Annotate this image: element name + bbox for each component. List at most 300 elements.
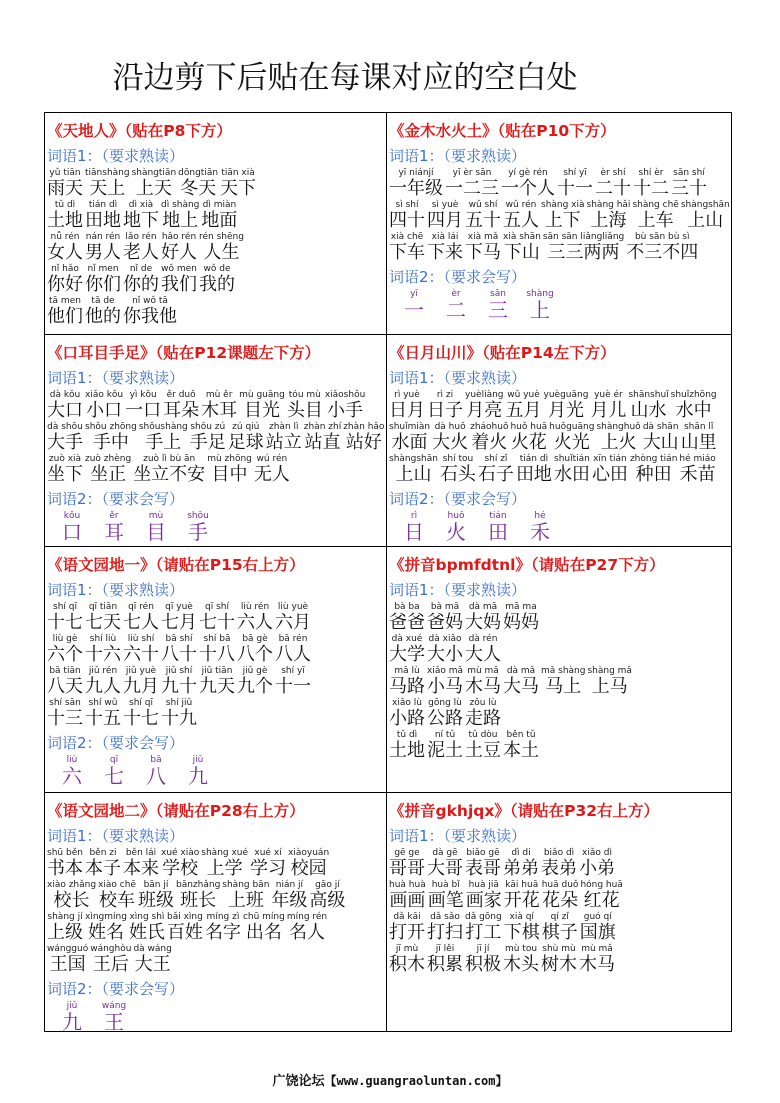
hanzi: 木马 — [465, 676, 501, 697]
word-row — [389, 232, 729, 264]
hanzi: 心田 — [591, 464, 628, 485]
hanzi: 弟弟 — [503, 858, 539, 879]
vocab-word — [541, 944, 577, 976]
vocab-word — [201, 390, 237, 422]
vocab-word — [504, 880, 540, 912]
pinyin: shí tou — [442, 454, 474, 464]
hanzi: 上海 — [590, 210, 627, 231]
hanzi: 木耳 — [201, 400, 238, 421]
hanzi: 十七 — [123, 708, 159, 729]
pinyin: běn tǔ — [506, 730, 536, 740]
word-row — [389, 454, 729, 486]
pinyin: shí yī — [563, 168, 587, 178]
hanzi: 积木 — [389, 954, 425, 975]
pinyin: shānshuǐ — [628, 390, 669, 400]
pinyin: qí zǐ — [550, 912, 569, 922]
hanzi: 站好 — [345, 432, 382, 453]
hanzi: 一二三 — [445, 178, 499, 199]
pinyin: shàngshān — [680, 200, 730, 210]
word-row — [389, 390, 729, 422]
hanzi: 六个 — [47, 644, 83, 665]
word-row — [47, 944, 384, 976]
pinyin: shí jiǔ — [165, 698, 193, 708]
vocab-word — [465, 848, 501, 880]
hanzi: 一口 — [125, 400, 162, 421]
pinyin: shàng hǎi — [586, 200, 631, 210]
vocab-word — [389, 698, 425, 730]
hanzi: 田地 — [85, 210, 121, 231]
write-char — [51, 1001, 93, 1031]
pinyin: èr shí — [600, 168, 626, 178]
lesson-title: 《拼音bpmfdtnl》（请贴在P27下方） — [389, 556, 665, 574]
section-read-label: 词语1：（要求熟读） — [389, 581, 527, 599]
hanzi: 七 — [104, 764, 124, 788]
hanzi: 上学 — [206, 858, 243, 879]
pinyin: wǔ shí — [468, 200, 498, 210]
pinyin: shǒu zú — [190, 422, 226, 432]
pinyin: bā rén — [278, 634, 308, 644]
write-char — [135, 755, 177, 793]
hanzi: 九 — [188, 764, 208, 788]
hanzi: 九天 — [199, 676, 235, 697]
lesson-title: 《日月山川》（贴在P14左下方） — [389, 344, 616, 362]
vocab-word — [389, 880, 426, 912]
hanzi: 禾苗 — [679, 464, 716, 485]
hanzi: 七十 — [199, 612, 235, 633]
pinyin: jiǔ yuè — [125, 666, 157, 676]
hanzi: 火 — [446, 520, 466, 544]
vocab-word — [123, 232, 159, 264]
vocab-word — [275, 634, 311, 666]
pinyin: tǔ dì — [54, 200, 76, 210]
write-char — [393, 289, 435, 329]
pinyin: xìngmíng — [85, 912, 127, 922]
hanzi: 雨天 — [47, 178, 83, 199]
write-row — [389, 511, 729, 547]
vocab-word — [85, 296, 121, 328]
pinyin: shàng mǎ — [587, 666, 632, 676]
word-row — [47, 422, 384, 454]
hanzi: 树木 — [541, 954, 577, 975]
hanzi: 我们 — [161, 274, 197, 295]
pinyin: kǒu — [63, 511, 81, 521]
hanzi: 他的 — [85, 306, 121, 327]
vocab-word — [427, 698, 463, 730]
pinyin: shàng bān — [222, 880, 270, 890]
hanzi: 耳 — [104, 520, 124, 544]
write-char — [135, 511, 177, 547]
pinyin: yuèguāng — [543, 390, 589, 400]
pinyin: mǎ lù — [394, 666, 420, 676]
vocab-word — [506, 390, 542, 422]
pinyin: dōngtiān — [178, 168, 219, 178]
hanzi: 土地 — [47, 210, 83, 231]
pinyin: guó qí — [583, 912, 612, 922]
pinyin: dà xué — [391, 634, 423, 644]
pinyin: dà shān — [642, 422, 679, 432]
hanzi: 八十 — [161, 644, 197, 665]
vocab-word — [587, 200, 631, 232]
hanzi: 七天 — [85, 612, 121, 633]
hanzi: 目光 — [243, 400, 280, 421]
vocab-word — [445, 168, 499, 200]
pinyin: dì di — [511, 848, 531, 858]
hanzi: 国旗 — [579, 922, 616, 943]
pinyin: zhàn hǎo — [343, 422, 385, 432]
hanzi: 种田 — [635, 464, 672, 485]
pinyin: zhòng tián — [629, 454, 678, 464]
pinyin: jiǔ tiān — [201, 666, 233, 676]
pinyin: zǒu lù — [469, 698, 497, 708]
vocab-word — [343, 422, 384, 454]
hanzi: 九月 — [123, 676, 159, 697]
word-row — [389, 634, 729, 666]
hanzi: 足球 — [227, 432, 264, 453]
pinyin: bà mā — [430, 602, 460, 612]
pinyin: nǐ hǎo — [51, 264, 79, 274]
pinyin: dà rén — [468, 634, 498, 644]
word-row — [389, 698, 729, 730]
hanzi: 十八 — [199, 644, 235, 665]
pinyin: èr — [451, 289, 461, 299]
hanzi: 耳朵 — [163, 400, 200, 421]
write-char — [435, 511, 477, 547]
hanzi: 出名 — [245, 922, 282, 943]
hanzi: 二 — [446, 298, 466, 322]
pinyin: nián jí — [275, 880, 304, 890]
pinyin: rén shēng — [199, 232, 244, 242]
word-row — [47, 634, 384, 666]
vocab-word — [199, 634, 235, 666]
vocab-word — [275, 666, 311, 698]
pinyin: shànghuǒ — [596, 422, 641, 432]
pinyin: bā shí — [165, 634, 193, 644]
pinyin: shí bā — [203, 634, 231, 644]
vocab-word — [85, 422, 137, 454]
hanzi: 年级 — [271, 890, 308, 911]
hanzi: 小马 — [427, 676, 463, 697]
hanzi: 坐立不安 — [133, 464, 206, 485]
vocab-word — [220, 168, 256, 200]
hanzi: 火花 — [510, 432, 547, 453]
pinyin: kāi huā — [505, 880, 539, 890]
lesson-title: 《金木水火土》（贴在P10下方） — [389, 122, 616, 140]
hanzi: 王国 — [49, 954, 86, 975]
hanzi: 大妈 — [465, 612, 501, 633]
vocab-word — [123, 602, 159, 634]
hanzi: 大小 — [427, 644, 463, 665]
page-title: 沿边剪下后贴在每课对应的空白处 — [112, 60, 578, 96]
pinyin: shàng — [526, 289, 554, 299]
pinyin: xiào zhǎng — [47, 880, 97, 890]
pinyin: tǔ dòu — [468, 730, 498, 740]
hanzi: 一 — [404, 298, 424, 322]
write-char — [393, 511, 435, 547]
pinyin: mù guāng — [239, 390, 285, 400]
hanzi: 三三两两 — [547, 242, 620, 263]
hanzi: 无人 — [253, 464, 290, 485]
pinyin: huǒ — [447, 511, 465, 521]
pinyin: nǐ men — [87, 264, 119, 274]
section-read-label: 词语1：（要求熟读） — [389, 147, 527, 165]
hanzi: 上马 — [591, 676, 628, 697]
vocab-word — [161, 698, 197, 730]
vocab-word — [139, 422, 188, 454]
vocab-word — [228, 422, 264, 454]
hanzi: 小手 — [327, 400, 364, 421]
pinyin: dǎ kāi — [393, 912, 421, 922]
pinyin: shàng jí — [47, 912, 83, 922]
vocab-word — [85, 698, 121, 730]
lesson-cell — [45, 113, 387, 335]
hanzi: 校长 — [53, 890, 90, 911]
vocab-word — [427, 730, 463, 762]
pinyin: xué xí — [254, 848, 282, 858]
hanzi: 二十 — [595, 178, 631, 199]
vocab-word — [85, 168, 130, 200]
hanzi: 下来 — [427, 242, 463, 263]
pinyin: tǔ dì — [396, 730, 418, 740]
hanzi: 高级 — [309, 890, 346, 911]
pinyin: yī èr sān — [452, 168, 492, 178]
lesson-cell — [45, 547, 387, 793]
vocab-word — [633, 168, 669, 200]
word-row — [389, 602, 729, 634]
vocab-word — [125, 390, 161, 422]
vocab-word — [237, 634, 273, 666]
vocab-word — [389, 730, 425, 762]
hanzi: 下马 — [465, 242, 501, 263]
pinyin: tiānshàng — [85, 168, 130, 178]
vocab-word — [478, 454, 514, 486]
pinyin: zuò lì bù ān — [143, 454, 196, 464]
hanzi: 大山 — [642, 432, 679, 453]
vocab-word — [541, 848, 577, 880]
hanzi: 九 — [62, 1010, 82, 1031]
hanzi: 上下 — [544, 210, 581, 231]
vocab-word — [161, 666, 197, 698]
pinyin: jiǔ — [66, 1001, 78, 1011]
hanzi: 石子 — [477, 464, 514, 485]
pinyin: qī rén — [128, 602, 154, 612]
pinyin: qī — [109, 755, 119, 765]
vocab-word — [325, 390, 365, 422]
vocab-word — [47, 634, 83, 666]
lesson-title: 《语文园地一》（请贴在P15右上方） — [47, 556, 305, 574]
pinyin: mù mǎ — [581, 944, 613, 954]
hanzi: 着火 — [471, 432, 508, 453]
pinyin: shí liù — [89, 634, 117, 644]
pinyin: xìng shì — [129, 912, 165, 922]
vocab-word — [465, 730, 501, 762]
hanzi: 地下 — [123, 210, 159, 231]
pinyin: sì shí — [395, 200, 419, 210]
vocab-word — [47, 200, 83, 232]
pinyin: gē ge — [394, 848, 420, 858]
vocab-word — [199, 264, 235, 296]
hanzi: 十一 — [275, 676, 311, 697]
pinyin: wángguó — [47, 944, 89, 954]
pinyin: xià chē — [390, 232, 424, 242]
hanzi: 哥哥 — [389, 858, 425, 879]
hanzi: 五十 — [465, 210, 501, 231]
vocab-word — [596, 422, 640, 454]
pinyin: ní tǔ — [434, 730, 456, 740]
vocab-word — [199, 666, 235, 698]
pinyin: zhàn zhí — [303, 422, 342, 432]
vocab-word — [389, 454, 438, 486]
hanzi: 泥土 — [427, 740, 463, 761]
section-write-label: 词语2：（要求会写） — [389, 490, 527, 508]
hanzi: 本子 — [85, 858, 121, 879]
vocab-word — [503, 944, 539, 976]
pinyin: jiǔ — [192, 755, 204, 765]
pinyin: dǎ gōng — [465, 912, 502, 922]
lesson-cell — [45, 335, 387, 547]
pinyin: shān lǐ — [683, 422, 714, 432]
vocab-word — [47, 232, 83, 264]
word-row — [389, 730, 729, 762]
hanzi: 石头 — [439, 464, 476, 485]
pinyin: míng rén — [286, 912, 328, 922]
pinyin: jiǔ gè — [242, 666, 268, 676]
word-row — [47, 880, 384, 912]
write-char — [51, 755, 93, 793]
vocab-word — [681, 422, 717, 454]
write-char — [477, 511, 519, 547]
hanzi: 目 — [146, 520, 166, 544]
hanzi: 王后 — [92, 954, 129, 975]
vocab-word — [503, 602, 539, 634]
pinyin: shǒu zhōng — [85, 422, 137, 432]
vocab-word — [549, 422, 594, 454]
hanzi: 木马 — [579, 954, 615, 975]
vocab-word — [85, 912, 127, 944]
pinyin: shū běn — [47, 848, 83, 858]
pinyin: zháohuǒ — [470, 422, 509, 432]
section-read-label: 词语1：（要求熟读） — [389, 369, 527, 387]
hanzi: 走路 — [465, 708, 501, 729]
hanzi: 站立 — [265, 432, 302, 453]
vocab-word — [465, 390, 504, 422]
vocab-word — [465, 944, 501, 976]
pinyin: biǎo gē — [466, 848, 500, 858]
vocab-word — [254, 454, 290, 486]
write-char — [93, 511, 135, 547]
vocab-word — [427, 200, 463, 232]
hanzi: 表弟 — [541, 858, 577, 879]
footer-url[interactable]: 【www.guangraoluntan.com】 — [324, 1074, 508, 1088]
pinyin: shǒushàng — [138, 422, 188, 432]
hanzi: 十五 — [85, 708, 121, 729]
hanzi: 大口 — [47, 400, 83, 421]
pinyin: dà xiǎo — [428, 634, 462, 644]
hanzi: 冬天 — [180, 178, 217, 199]
pinyin: qī tiān — [88, 602, 118, 612]
lesson-cell — [387, 335, 731, 547]
pinyin: yǔ tiān — [49, 168, 81, 178]
lesson-cell — [45, 793, 387, 1031]
pinyin: xiǎo dì — [582, 848, 612, 858]
vocab-word — [389, 602, 425, 634]
pinyin: bān jí — [143, 880, 169, 890]
pinyin: bā tiān — [49, 666, 81, 676]
hanzi: 小口 — [86, 400, 123, 421]
hanzi: 四十 — [389, 210, 425, 231]
hanzi: 画笔 — [427, 890, 464, 911]
write-row — [47, 755, 384, 793]
hanzi: 山水 — [630, 400, 667, 421]
hanzi: 大哥 — [427, 858, 463, 879]
hanzi: 五月 — [505, 400, 542, 421]
hanzi: 好人 — [161, 242, 197, 263]
word-row — [47, 602, 384, 634]
hanzi: 红花 — [583, 890, 620, 911]
hanzi: 上级 — [47, 922, 83, 943]
pinyin: yī niánjí — [398, 168, 434, 178]
vocab-word — [176, 880, 220, 912]
pinyin: mā ma — [505, 602, 537, 612]
pinyin: xià mǎ — [467, 232, 499, 242]
pinyin: mù — [148, 511, 164, 521]
hanzi: 禾 — [530, 520, 550, 544]
vocab-word — [579, 944, 615, 976]
pinyin: shí yī — [281, 666, 305, 676]
lesson-cell — [387, 547, 731, 793]
pinyin: liù rén — [240, 602, 270, 612]
pinyin: mù zhōng — [207, 454, 252, 464]
pinyin: huǒ huā — [510, 422, 548, 432]
vocab-word — [643, 422, 679, 454]
vocab-word — [389, 666, 425, 698]
pinyin: yì kǒu — [129, 390, 157, 400]
pinyin: shí wǔ — [88, 698, 118, 708]
hanzi: 大火 — [432, 432, 469, 453]
pinyin: dì miàn — [202, 200, 237, 210]
hanzi: 下车 — [389, 242, 425, 263]
vocab-word — [275, 602, 311, 634]
pinyin: shàng xué — [201, 848, 249, 858]
pinyin: jiǔ rén — [88, 666, 118, 676]
vocab-word — [239, 390, 285, 422]
pinyin: huā duǒ — [541, 880, 579, 890]
write-row — [389, 289, 729, 329]
hanzi: 爸爸 — [389, 612, 425, 633]
pinyin: dǎ sǎo — [430, 912, 460, 922]
hanzi: 积累 — [427, 954, 463, 975]
hanzi: 四月 — [427, 210, 463, 231]
hanzi: 水面 — [391, 432, 428, 453]
vocab-word — [123, 200, 159, 232]
hanzi: 六月 — [275, 612, 311, 633]
pinyin: nǐ wǒ tā — [132, 296, 168, 306]
vocab-word — [630, 454, 677, 486]
pinyin: hǎo rén — [161, 232, 197, 242]
pinyin: wǔ yuè — [507, 390, 540, 400]
vocab-word — [190, 422, 226, 454]
pinyin: tián — [489, 511, 507, 521]
vocab-word — [309, 880, 345, 912]
section-read-label: 词语1：（要求熟读） — [47, 827, 185, 845]
hanzi: 田 — [488, 520, 508, 544]
hanzi: 九个 — [237, 676, 273, 697]
hanzi: 手上 — [145, 432, 182, 453]
word-row — [47, 390, 384, 422]
pinyin: tā de — [91, 296, 115, 306]
section-write-label: 词语2：（要求会写） — [47, 980, 185, 998]
pinyin: xīn tián — [593, 454, 627, 464]
pinyin: nǚ rén — [50, 232, 80, 242]
